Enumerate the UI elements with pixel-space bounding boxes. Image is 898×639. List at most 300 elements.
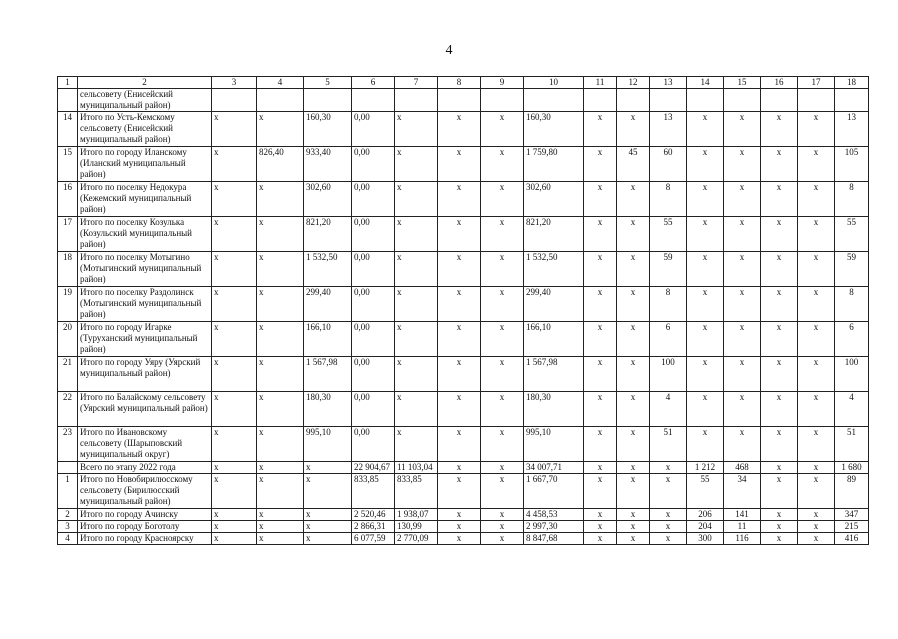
table-cell: x bbox=[481, 182, 524, 217]
table-cell: 59 bbox=[835, 252, 869, 287]
table-cell: x bbox=[798, 427, 835, 462]
table-cell bbox=[798, 89, 835, 112]
table-cell: x bbox=[481, 252, 524, 287]
table-cell: x bbox=[395, 147, 438, 182]
table-row bbox=[58, 509, 869, 521]
table-cell: x bbox=[761, 112, 798, 147]
table-cell: 1 938,07 bbox=[395, 509, 438, 521]
table-cell: 59 bbox=[650, 252, 687, 287]
table-cell: x bbox=[687, 287, 724, 322]
table-cell: x bbox=[687, 357, 724, 392]
table-cell: 51 bbox=[835, 427, 869, 462]
table-cell: x bbox=[212, 462, 257, 474]
table-cell: x bbox=[438, 217, 481, 252]
table-cell: 2 520,46 bbox=[352, 509, 395, 521]
table-cell bbox=[395, 89, 438, 112]
table-cell: 347 bbox=[835, 509, 869, 521]
table-cell: x bbox=[395, 287, 438, 322]
table-cell: x bbox=[761, 252, 798, 287]
table-row bbox=[58, 521, 869, 533]
table-cell: x bbox=[395, 427, 438, 462]
row-label-cell: Итого по городу Уяру (Уярский муниципальный район) bbox=[78, 357, 212, 392]
table-row bbox=[58, 147, 869, 182]
table-cell: x bbox=[438, 533, 481, 545]
table-cell: 55 bbox=[835, 217, 869, 252]
table-cell: 0,00 bbox=[352, 182, 395, 217]
table-cell: 13 bbox=[835, 112, 869, 147]
column-header: 17 bbox=[798, 77, 835, 89]
table-cell: x bbox=[761, 357, 798, 392]
table-cell: x bbox=[761, 533, 798, 545]
table-cell: x bbox=[257, 182, 304, 217]
table-cell: 6 077,59 bbox=[352, 533, 395, 545]
table-cell: 51 bbox=[650, 427, 687, 462]
table-cell: x bbox=[212, 287, 257, 322]
table-cell: x bbox=[257, 392, 304, 427]
table-cell bbox=[304, 89, 352, 112]
column-header: 4 bbox=[257, 77, 304, 89]
table-cell: 0,00 bbox=[352, 357, 395, 392]
table-cell: x bbox=[761, 322, 798, 357]
column-header: 1 bbox=[58, 77, 78, 89]
table-cell: 302,60 bbox=[304, 182, 352, 217]
table-cell: 0,00 bbox=[352, 392, 395, 427]
table-cell: x bbox=[212, 521, 257, 533]
table-cell: x bbox=[617, 533, 650, 545]
row-label-cell: Итого по городу Боготолу bbox=[78, 521, 212, 533]
table-cell: 2 bbox=[58, 509, 78, 521]
table-cell: 826,40 bbox=[257, 147, 304, 182]
table-cell: x bbox=[438, 357, 481, 392]
table-cell: x bbox=[798, 462, 835, 474]
table-cell: 0,00 bbox=[352, 427, 395, 462]
table-cell: x bbox=[481, 322, 524, 357]
column-header: 15 bbox=[724, 77, 761, 89]
table-cell: 1 667,70 bbox=[524, 474, 584, 509]
table-row bbox=[58, 182, 869, 217]
table-cell: 105 bbox=[835, 147, 869, 182]
table-cell: x bbox=[257, 112, 304, 147]
table-cell: x bbox=[257, 252, 304, 287]
table-cell: x bbox=[687, 427, 724, 462]
table-cell: 45 bbox=[617, 147, 650, 182]
table-cell: x bbox=[584, 521, 617, 533]
table-cell: x bbox=[584, 357, 617, 392]
table-cell: x bbox=[798, 252, 835, 287]
table-cell: 180,30 bbox=[524, 392, 584, 427]
table-cell: 116 bbox=[724, 533, 761, 545]
table-cell: x bbox=[584, 147, 617, 182]
table-cell: x bbox=[212, 427, 257, 462]
row-label-cell: Итого по поселку Раздолинск (Мотыгинский муниципальный район) bbox=[78, 287, 212, 322]
table-cell: x bbox=[257, 427, 304, 462]
table-cell: 4 bbox=[58, 533, 78, 545]
table-cell: 55 bbox=[687, 474, 724, 509]
table-cell: x bbox=[798, 287, 835, 322]
table-row bbox=[58, 322, 869, 357]
table-cell: x bbox=[724, 427, 761, 462]
table-cell: 4 bbox=[835, 392, 869, 427]
table-cell: x bbox=[724, 252, 761, 287]
table-cell: x bbox=[584, 427, 617, 462]
table-cell: x bbox=[617, 521, 650, 533]
table-cell: x bbox=[617, 357, 650, 392]
table-cell: 100 bbox=[650, 357, 687, 392]
table-cell: x bbox=[212, 509, 257, 521]
table-cell: x bbox=[257, 533, 304, 545]
table-cell: 16 bbox=[58, 182, 78, 217]
table-cell: x bbox=[798, 357, 835, 392]
table-cell: x bbox=[584, 112, 617, 147]
table-cell: 299,40 bbox=[524, 287, 584, 322]
table-cell: 60 bbox=[650, 147, 687, 182]
table-cell: 160,30 bbox=[304, 112, 352, 147]
table-row bbox=[58, 462, 869, 474]
table-cell: x bbox=[481, 427, 524, 462]
table-cell: x bbox=[481, 509, 524, 521]
table-cell: x bbox=[438, 147, 481, 182]
table-cell: 0,00 bbox=[352, 112, 395, 147]
table-cell: 8 847,68 bbox=[524, 533, 584, 545]
table-cell: x bbox=[584, 287, 617, 322]
table-cell: x bbox=[761, 217, 798, 252]
table-cell: 468 bbox=[724, 462, 761, 474]
row-label-cell: Всего по этапу 2022 года bbox=[78, 462, 212, 474]
table-cell: x bbox=[798, 392, 835, 427]
table-row bbox=[58, 112, 869, 147]
table-cell: x bbox=[724, 182, 761, 217]
table-cell: 204 bbox=[687, 521, 724, 533]
table-cell: x bbox=[257, 509, 304, 521]
table-cell: x bbox=[481, 147, 524, 182]
table-cell: 416 bbox=[835, 533, 869, 545]
table-cell bbox=[481, 89, 524, 112]
row-label-cell: Итого по городу Ачинску bbox=[78, 509, 212, 521]
table-cell: x bbox=[395, 357, 438, 392]
table-cell: x bbox=[257, 521, 304, 533]
table-cell: 0,00 bbox=[352, 252, 395, 287]
table-cell: x bbox=[761, 147, 798, 182]
table-cell: x bbox=[584, 182, 617, 217]
table-row bbox=[58, 252, 869, 287]
table-cell bbox=[761, 89, 798, 112]
table-cell: 1 532,50 bbox=[524, 252, 584, 287]
table-cell: x bbox=[617, 252, 650, 287]
table-cell: 160,30 bbox=[524, 112, 584, 147]
table-cell: x bbox=[761, 462, 798, 474]
table-cell: 8 bbox=[835, 287, 869, 322]
table-cell: 166,10 bbox=[304, 322, 352, 357]
table-cell: x bbox=[761, 182, 798, 217]
table-cell: x bbox=[584, 509, 617, 521]
row-label-cell: Итого по Новобирилюсскому сельсовету (Бирилюсский муниципальный район) bbox=[78, 474, 212, 509]
table-cell: x bbox=[212, 182, 257, 217]
table-cell: 300 bbox=[687, 533, 724, 545]
table-cell: 0,00 bbox=[352, 147, 395, 182]
table-cell: 821,20 bbox=[304, 217, 352, 252]
column-header: 10 bbox=[524, 77, 584, 89]
table-cell: 1 759,80 bbox=[524, 147, 584, 182]
table-cell: 2 866,31 bbox=[352, 521, 395, 533]
table-cell bbox=[438, 89, 481, 112]
column-header: 8 bbox=[438, 77, 481, 89]
table-cell: 8 bbox=[650, 287, 687, 322]
table-cell: 141 bbox=[724, 509, 761, 521]
table-cell: x bbox=[650, 509, 687, 521]
table-cell: x bbox=[798, 112, 835, 147]
table-cell: x bbox=[438, 182, 481, 217]
table-cell: x bbox=[617, 287, 650, 322]
table-cell: x bbox=[304, 474, 352, 509]
table-cell: 215 bbox=[835, 521, 869, 533]
table-cell: x bbox=[724, 392, 761, 427]
table-cell: x bbox=[617, 509, 650, 521]
table-cell: 1 567,98 bbox=[304, 357, 352, 392]
table-cell: x bbox=[761, 509, 798, 521]
table-cell: x bbox=[481, 533, 524, 545]
table-cell: 206 bbox=[687, 509, 724, 521]
table-cell: x bbox=[650, 521, 687, 533]
table-cell: x bbox=[584, 533, 617, 545]
table-cell: x bbox=[687, 147, 724, 182]
table-cell: x bbox=[438, 521, 481, 533]
table-cell: x bbox=[212, 112, 257, 147]
column-header: 18 bbox=[835, 77, 869, 89]
table-cell bbox=[724, 89, 761, 112]
table-cell: 2 770,09 bbox=[395, 533, 438, 545]
table-cell: x bbox=[617, 182, 650, 217]
column-header: 14 bbox=[687, 77, 724, 89]
table-cell: x bbox=[304, 509, 352, 521]
table-cell: x bbox=[617, 322, 650, 357]
row-label-cell: сельсовету (Енисейский муниципальный район) bbox=[78, 89, 212, 112]
table-cell: x bbox=[650, 462, 687, 474]
row-label-cell: Итого по городу Игарке (Туруханский муниципальный район) bbox=[78, 322, 212, 357]
table-cell: 0,00 bbox=[352, 287, 395, 322]
table-cell: x bbox=[724, 287, 761, 322]
table-cell: 4 458,53 bbox=[524, 509, 584, 521]
table-cell: x bbox=[724, 217, 761, 252]
table-cell: 20 bbox=[58, 322, 78, 357]
table-cell: x bbox=[724, 147, 761, 182]
table-body bbox=[58, 77, 869, 545]
table-row bbox=[58, 89, 869, 112]
table-cell: 4 bbox=[650, 392, 687, 427]
table-cell: x bbox=[438, 392, 481, 427]
table-cell: 18 bbox=[58, 252, 78, 287]
table-cell: x bbox=[617, 217, 650, 252]
table-cell: x bbox=[438, 474, 481, 509]
column-header: 6 bbox=[352, 77, 395, 89]
table-cell: x bbox=[798, 322, 835, 357]
table-cell: x bbox=[481, 112, 524, 147]
table-cell: x bbox=[687, 252, 724, 287]
table-cell: x bbox=[617, 427, 650, 462]
table-cell: x bbox=[212, 217, 257, 252]
table-cell: 14 bbox=[58, 112, 78, 147]
table-cell: x bbox=[687, 217, 724, 252]
table-cell: x bbox=[481, 392, 524, 427]
column-header: 2 bbox=[78, 77, 212, 89]
table-cell: x bbox=[395, 322, 438, 357]
table-cell: 6 bbox=[650, 322, 687, 357]
table-cell: 11 103,04 bbox=[395, 462, 438, 474]
table-cell: 1 532,50 bbox=[304, 252, 352, 287]
table-cell: 0,00 bbox=[352, 322, 395, 357]
column-header: 9 bbox=[481, 77, 524, 89]
table-cell: x bbox=[304, 462, 352, 474]
table-cell: x bbox=[584, 474, 617, 509]
table-cell: 100 bbox=[835, 357, 869, 392]
row-label-cell: Итого по поселку Козулька (Козульский муниципальный район) bbox=[78, 217, 212, 252]
table-cell: 302,60 bbox=[524, 182, 584, 217]
table-cell bbox=[257, 89, 304, 112]
table-header-row bbox=[58, 77, 869, 89]
table-cell bbox=[58, 462, 78, 474]
table-cell: x bbox=[481, 357, 524, 392]
table-cell: x bbox=[584, 392, 617, 427]
table-cell bbox=[352, 89, 395, 112]
table-cell: 55 bbox=[650, 217, 687, 252]
table-cell: 2 997,30 bbox=[524, 521, 584, 533]
table-cell: x bbox=[481, 462, 524, 474]
table-cell: x bbox=[617, 392, 650, 427]
table-cell: x bbox=[257, 462, 304, 474]
table-cell: x bbox=[617, 462, 650, 474]
table-row bbox=[58, 533, 869, 545]
table-cell: 1 680 bbox=[835, 462, 869, 474]
table-cell: x bbox=[304, 521, 352, 533]
table-cell: 8 bbox=[650, 182, 687, 217]
table-cell: x bbox=[761, 474, 798, 509]
table-cell: 299,40 bbox=[304, 287, 352, 322]
table-cell: 821,20 bbox=[524, 217, 584, 252]
table-row bbox=[58, 392, 869, 427]
table-cell: x bbox=[761, 392, 798, 427]
table-cell: 22 904,67 bbox=[352, 462, 395, 474]
table-cell: x bbox=[798, 147, 835, 182]
table-cell: 17 bbox=[58, 217, 78, 252]
page-number: 4 bbox=[445, 43, 453, 58]
table-cell bbox=[584, 89, 617, 112]
table-cell: x bbox=[584, 462, 617, 474]
table-cell: x bbox=[395, 112, 438, 147]
table-cell: 130,99 bbox=[395, 521, 438, 533]
table-cell: x bbox=[687, 182, 724, 217]
table-cell: x bbox=[257, 474, 304, 509]
table-cell: 13 bbox=[650, 112, 687, 147]
table-cell bbox=[524, 89, 584, 112]
table-cell: 11 bbox=[724, 521, 761, 533]
row-label-cell: Итого по Ивановскому сельсовету (Шарыповский муниципальный округ) bbox=[78, 427, 212, 462]
table-cell: x bbox=[212, 322, 257, 357]
table-cell: x bbox=[212, 357, 257, 392]
table-cell: x bbox=[438, 509, 481, 521]
table-row bbox=[58, 427, 869, 462]
table-cell: x bbox=[304, 533, 352, 545]
table-cell: x bbox=[438, 252, 481, 287]
column-header: 16 bbox=[761, 77, 798, 89]
table-cell: 23 bbox=[58, 427, 78, 462]
table-cell: x bbox=[687, 392, 724, 427]
table-cell: x bbox=[687, 112, 724, 147]
table-cell: 0,00 bbox=[352, 217, 395, 252]
table-cell: x bbox=[761, 521, 798, 533]
table-cell bbox=[835, 89, 869, 112]
table-cell: x bbox=[212, 533, 257, 545]
row-label-cell: Итого по Усть-Кемскому сельсовету (Енисейский муниципальный район) bbox=[78, 112, 212, 147]
table-cell bbox=[212, 89, 257, 112]
row-label-cell: Итого по поселку Мотыгино (Мотыгинский муниципальный район) bbox=[78, 252, 212, 287]
table-cell: x bbox=[761, 287, 798, 322]
table-cell: 995,10 bbox=[304, 427, 352, 462]
table-cell: x bbox=[798, 217, 835, 252]
table-cell: 6 bbox=[835, 322, 869, 357]
table-cell bbox=[687, 89, 724, 112]
table-cell: x bbox=[650, 533, 687, 545]
table-cell: x bbox=[438, 322, 481, 357]
table-cell: x bbox=[584, 217, 617, 252]
table-cell: x bbox=[395, 217, 438, 252]
column-header: 12 bbox=[617, 77, 650, 89]
row-label-cell: Итого по городу Иланскому (Иланский муниципальный район) bbox=[78, 147, 212, 182]
column-header: 5 bbox=[304, 77, 352, 89]
table-cell: x bbox=[212, 474, 257, 509]
table-cell: 1 567,98 bbox=[524, 357, 584, 392]
table-row bbox=[58, 287, 869, 322]
table-row bbox=[58, 217, 869, 252]
table-cell: x bbox=[798, 533, 835, 545]
table-row bbox=[58, 357, 869, 392]
table-cell: x bbox=[798, 474, 835, 509]
table-cell: x bbox=[687, 322, 724, 357]
table-cell: 3 bbox=[58, 521, 78, 533]
table-cell: x bbox=[481, 474, 524, 509]
table-cell: x bbox=[395, 392, 438, 427]
table-cell: x bbox=[257, 357, 304, 392]
data-table bbox=[57, 76, 869, 545]
table-cell: x bbox=[481, 217, 524, 252]
table-cell: x bbox=[395, 182, 438, 217]
table-cell bbox=[58, 89, 78, 112]
table-cell: x bbox=[724, 112, 761, 147]
table-cell: x bbox=[650, 474, 687, 509]
table-cell: 34 007,71 bbox=[524, 462, 584, 474]
table-cell: 166,10 bbox=[524, 322, 584, 357]
table-cell: 34 bbox=[724, 474, 761, 509]
table-cell: 180,30 bbox=[304, 392, 352, 427]
column-header: 11 bbox=[584, 77, 617, 89]
row-label-cell: Итого по городу Красноярску bbox=[78, 533, 212, 545]
table-cell: x bbox=[761, 427, 798, 462]
column-header: 3 bbox=[212, 77, 257, 89]
table-cell: x bbox=[438, 462, 481, 474]
table-cell: x bbox=[481, 287, 524, 322]
table-cell: 22 bbox=[58, 392, 78, 427]
table-cell: x bbox=[257, 322, 304, 357]
table-cell: x bbox=[724, 357, 761, 392]
table-cell: x bbox=[798, 521, 835, 533]
row-label-cell: Итого по Балайскому сельсовету (Уярский муниципальный район) bbox=[78, 392, 212, 427]
table-cell: 89 bbox=[835, 474, 869, 509]
table-cell: x bbox=[798, 182, 835, 217]
table-cell: x bbox=[438, 427, 481, 462]
table-cell: 1 bbox=[58, 474, 78, 509]
table-cell: 833,85 bbox=[395, 474, 438, 509]
table-row bbox=[58, 474, 869, 509]
table-cell: x bbox=[617, 474, 650, 509]
table-cell: x bbox=[212, 252, 257, 287]
